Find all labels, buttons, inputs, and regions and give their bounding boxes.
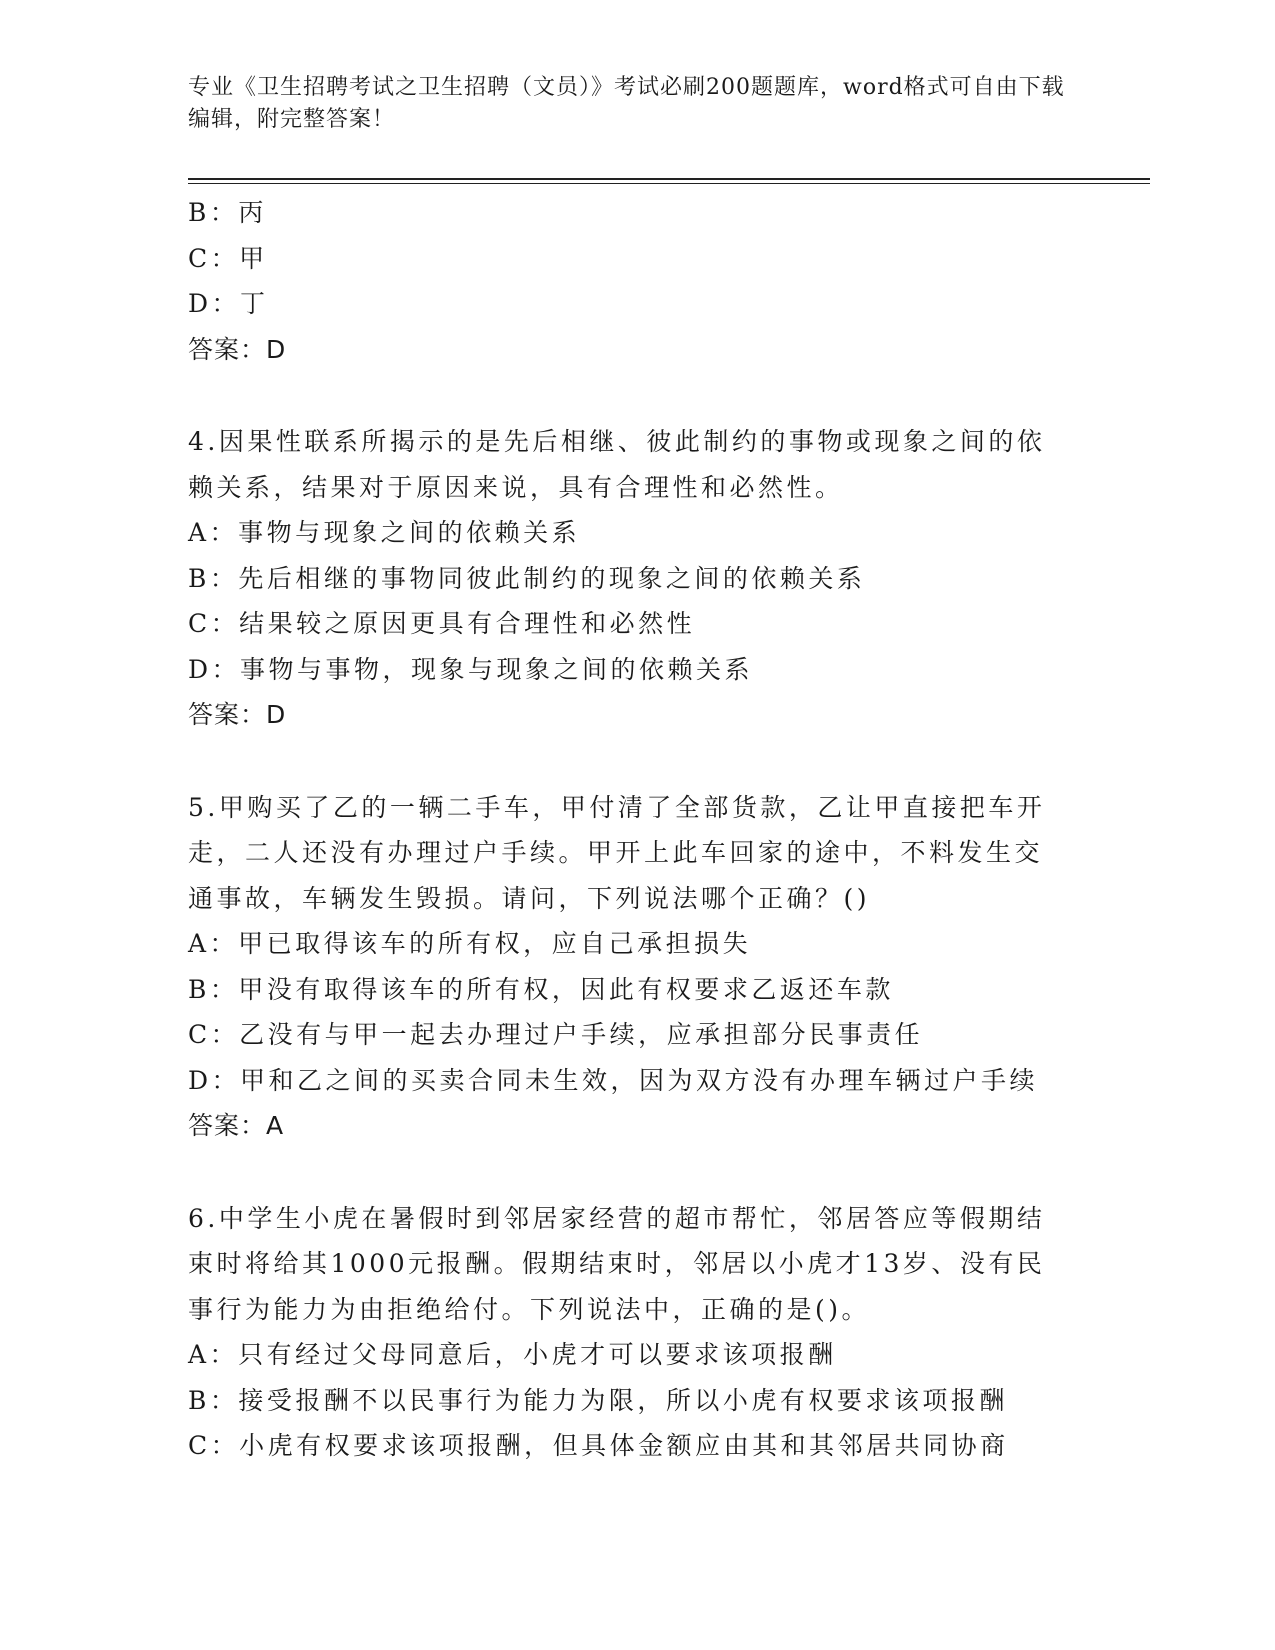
answer-line: 答案：A	[188, 1111, 285, 1140]
question-6	[188, 1196, 1068, 1469]
question-list	[188, 190, 1068, 1469]
option-b: B：先后相继的事物同彼此制约的现象之间的依赖关系	[188, 563, 866, 593]
question-4	[188, 419, 1068, 738]
option-b: B：接受报酬不以民事行为能力为限，所以小虎有权要求该项报酬	[188, 1385, 1008, 1415]
option-c: C：结果较之原因更具有合理性和必然性	[188, 609, 696, 638]
page-header: 专业《卫生招聘考试之卫生招聘（文员）》考试必刷200题题库，word格式可自由下载编辑，附完整答案！	[188, 75, 1065, 132]
option-c: C：小虎有权要求该项报酬，但具体金额应由其和其邻居共同协商	[188, 1431, 1009, 1460]
option-a: A：只有经过父母同意后，小虎才可以要求该项报酬	[188, 1340, 837, 1369]
option-a: A：事物与现象之间的依赖关系	[188, 518, 581, 547]
option-a: A：甲已取得该车的所有权，应自己承担损失	[188, 929, 752, 958]
option-c: C：甲	[188, 243, 268, 273]
answer-line: 答案：D	[188, 700, 287, 729]
option-d: D：甲和乙之间的买卖合同未生效，因为双方没有办理车辆过户手续	[188, 1065, 1039, 1095]
option-d: D：事物与事物，现象与现象之间的依赖关系	[188, 654, 754, 684]
question-5	[188, 785, 1068, 1149]
option-b: B：甲没有取得该车的所有权，因此有权要求乙返还车款	[188, 974, 894, 1004]
option-b: B：丙	[188, 198, 267, 227]
header-rule-thick	[188, 178, 1150, 180]
question-stem: 4.因果性联系所揭示的是先后相继、彼此制约的事物或现象之间的依赖关系，结果对于原因来说，具有合理性和必然性。	[188, 427, 1046, 502]
option-d: D：丁	[188, 289, 269, 318]
question-stem: 5.甲购买了乙的一辆二手车，甲付清了全部货款，乙让甲直接把车开走，二人还没有办理过户手续。甲开上此车回家的途中，不料发生交通事故，车辆发生毁损。请问，下列说法哪个正确？()	[188, 792, 1046, 913]
header-rule-thin	[188, 183, 1150, 184]
answer-line: 答案：D	[188, 334, 287, 364]
question-stem: 6.中学生小虎在暑假时到邻居家经营的超市帮忙，邻居答应等假期结束时将给其1000元报酬。假期结束时，邻居以小虎才13岁、没有民事行为能力为由拒绝给付。下列说法中，正确的是()。	[188, 1203, 1046, 1324]
question-3-tail	[188, 190, 1068, 372]
option-c: C：乙没有与甲一起去办理过户手续，应承担部分民事责任	[188, 1020, 924, 1049]
